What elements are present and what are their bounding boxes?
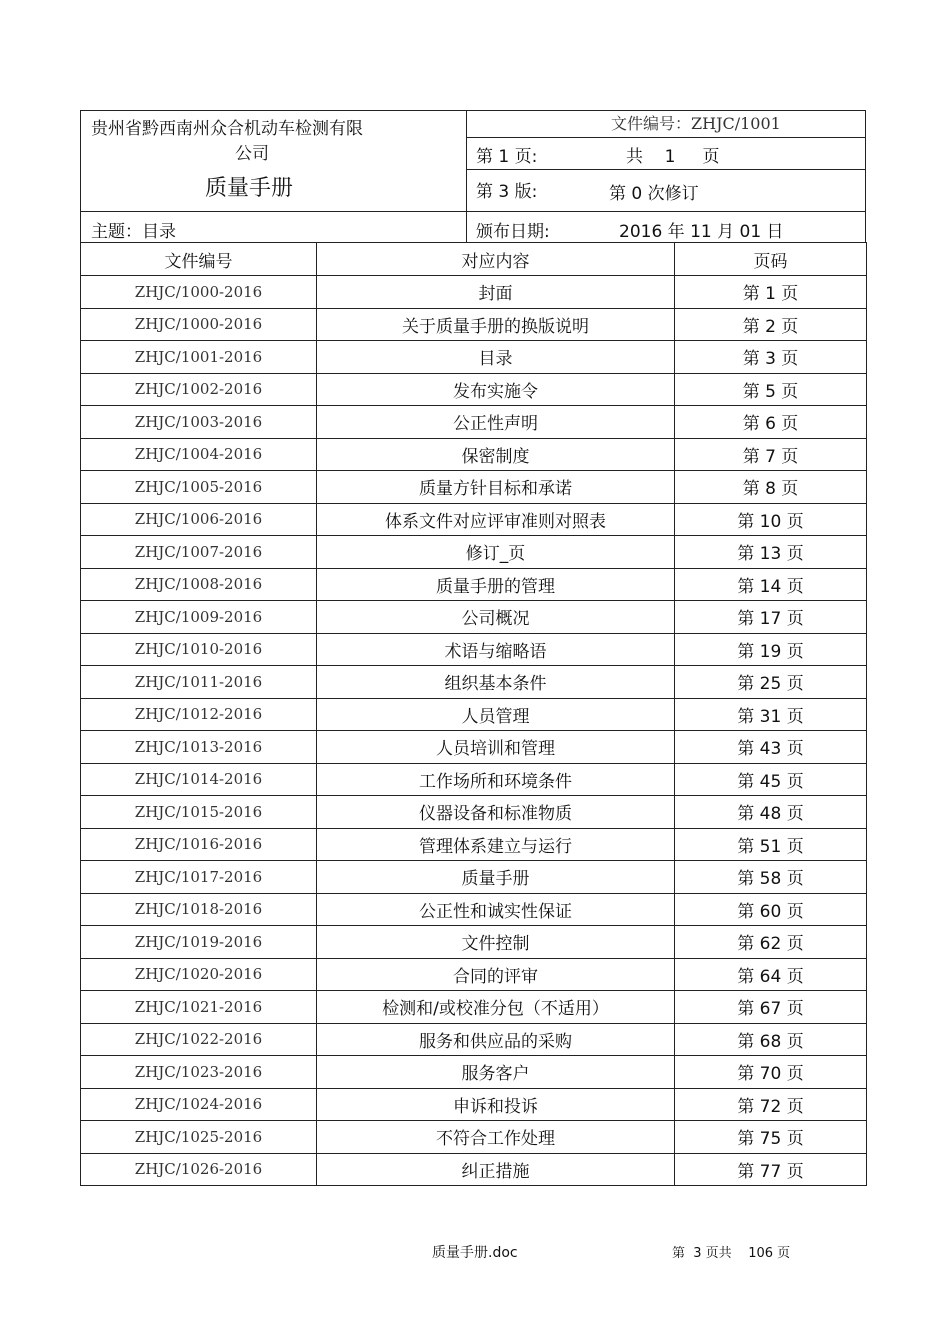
table-row — [81, 373, 867, 406]
file-number: 文件编号：ZHJC/1001 — [611, 114, 781, 133]
content-cell: 人员培训和管理 — [317, 731, 675, 764]
page-total: 共 1 页 — [626, 147, 720, 167]
revision-label: 第 0 次修订 — [609, 184, 699, 204]
table-row — [81, 763, 867, 796]
content-cell: 纠正措施 — [317, 1153, 675, 1186]
table-row — [81, 1153, 867, 1186]
content-cell: 合同的评审 — [317, 958, 675, 991]
file-number-cell: ZHJC/1015-2016 — [81, 796, 317, 829]
page-cell: 第 13 页 — [675, 536, 867, 569]
file-number-cell: ZHJC/1019-2016 — [81, 926, 317, 959]
file-number-cell: ZHJC/1012-2016 — [81, 698, 317, 731]
file-number-cell: ZHJC/1023-2016 — [81, 1056, 317, 1089]
table-row — [81, 698, 867, 731]
content-cell: 公司概况 — [317, 601, 675, 634]
file-number-cell: ZHJC/1017-2016 — [81, 861, 317, 894]
page-cell: 第 68 页 — [675, 1023, 867, 1056]
column-header-file-number: 文件编号 — [81, 243, 317, 276]
file-number-cell: ZHJC/1013-2016 — [81, 731, 317, 764]
file-number-cell: ZHJC/1020-2016 — [81, 958, 317, 991]
file-number-cell: ZHJC/1003-2016 — [81, 406, 317, 439]
page-cell: 第 6 页 — [675, 406, 867, 439]
toc-table — [80, 242, 867, 1186]
page-label: 第 1 页: — [476, 147, 538, 167]
content-cell: 人员管理 — [317, 698, 675, 731]
file-number-cell: ZHJC/1008-2016 — [81, 568, 317, 601]
file-number-cell: ZHJC/1018-2016 — [81, 893, 317, 926]
issue-date-label: 颁布日期: — [476, 222, 550, 242]
content-cell: 组织基本条件 — [317, 666, 675, 699]
table-row — [81, 406, 867, 439]
file-number-cell: ZHJC/1026-2016 — [81, 1153, 317, 1186]
content-cell: 申诉和投诉 — [317, 1088, 675, 1121]
table-row — [81, 503, 867, 536]
file-number-cell: ZHJC/1010-2016 — [81, 633, 317, 666]
file-number-cell: ZHJC/1014-2016 — [81, 763, 317, 796]
content-cell: 服务和供应品的采购 — [317, 1023, 675, 1056]
file-number-cell: ZHJC/1001-2016 — [81, 341, 317, 374]
page-cell: 第 25 页 — [675, 666, 867, 699]
file-number-cell: ZHJC/1004-2016 — [81, 438, 317, 471]
table-row — [81, 958, 867, 991]
header-divider — [81, 211, 866, 212]
content-cell: 公正性和诚实性保证 — [317, 893, 675, 926]
table-row — [81, 731, 867, 764]
issue-date-value: 2016 年 11 月 01 日 — [619, 222, 784, 242]
footer-page-info: 第 3 页共 106 页 — [672, 1246, 791, 1261]
content-cell: 目录 — [317, 341, 675, 374]
file-number-cell: ZHJC/1009-2016 — [81, 601, 317, 634]
company-name-cont: 公司 — [235, 144, 269, 164]
column-header-content: 对应内容 — [317, 243, 675, 276]
table-row — [81, 471, 867, 504]
page-cell: 第 31 页 — [675, 698, 867, 731]
content-cell: 封面 — [317, 276, 675, 309]
content-cell: 管理体系建立与运行 — [317, 828, 675, 861]
content-cell: 文件控制 — [317, 926, 675, 959]
file-number-cell: ZHJC/1022-2016 — [81, 1023, 317, 1056]
table-row — [81, 926, 867, 959]
content-cell: 质量手册的管理 — [317, 568, 675, 601]
company-name: 贵州省黔西南州众合机动车检测有限 — [91, 119, 363, 139]
file-number-cell: ZHJC/1000-2016 — [81, 276, 317, 309]
file-number-cell: ZHJC/1000-2016 — [81, 308, 317, 341]
content-cell: 质量方针目标和承诺 — [317, 471, 675, 504]
content-cell: 术语与缩略语 — [317, 633, 675, 666]
table-row — [81, 796, 867, 829]
header-divider — [466, 169, 866, 170]
content-cell: 关于质量手册的换版说明 — [317, 308, 675, 341]
page-cell: 第 10 页 — [675, 503, 867, 536]
table-row — [81, 276, 867, 309]
content-cell: 工作场所和环境条件 — [317, 763, 675, 796]
page-cell: 第 60 页 — [675, 893, 867, 926]
table-row — [81, 991, 867, 1024]
page-cell: 第 43 页 — [675, 731, 867, 764]
column-header-page: 页码 — [675, 243, 867, 276]
page-cell: 第 70 页 — [675, 1056, 867, 1089]
content-cell: 修订_页 — [317, 536, 675, 569]
content-cell: 检测和/或校准分包（不适用） — [317, 991, 675, 1024]
table-row — [81, 568, 867, 601]
table-row — [81, 1056, 867, 1089]
content-cell: 服务客户 — [317, 1056, 675, 1089]
file-number-cell: ZHJC/1011-2016 — [81, 666, 317, 699]
page-cell: 第 3 页 — [675, 341, 867, 374]
page-cell: 第 58 页 — [675, 861, 867, 894]
content-cell: 仪器设备和标准物质 — [317, 796, 675, 829]
file-number-cell: ZHJC/1021-2016 — [81, 991, 317, 1024]
file-number-cell: ZHJC/1024-2016 — [81, 1088, 317, 1121]
table-row — [81, 341, 867, 374]
header-divider — [466, 111, 467, 243]
table-row — [81, 633, 867, 666]
table-row — [81, 308, 867, 341]
page-cell: 第 62 页 — [675, 926, 867, 959]
page-cell: 第 5 页 — [675, 373, 867, 406]
file-number-cell: ZHJC/1005-2016 — [81, 471, 317, 504]
file-number-cell: ZHJC/1025-2016 — [81, 1121, 317, 1154]
page-cell: 第 77 页 — [675, 1153, 867, 1186]
table-row — [81, 1023, 867, 1056]
table-row — [81, 536, 867, 569]
toc-header-row — [81, 243, 867, 276]
page-cell: 第 67 页 — [675, 991, 867, 1024]
footer-filename: 质量手册.doc — [432, 1245, 518, 1261]
content-cell: 不符合工作处理 — [317, 1121, 675, 1154]
page-cell: 第 2 页 — [675, 308, 867, 341]
table-row — [81, 1088, 867, 1121]
subject-label: 主题：目录 — [91, 222, 176, 242]
page-cell: 第 8 页 — [675, 471, 867, 504]
file-number-cell: ZHJC/1007-2016 — [81, 536, 317, 569]
table-row — [81, 601, 867, 634]
table-row — [81, 828, 867, 861]
content-cell: 保密制度 — [317, 438, 675, 471]
page-cell: 第 19 页 — [675, 633, 867, 666]
page-cell: 第 72 页 — [675, 1088, 867, 1121]
table-row — [81, 438, 867, 471]
page-cell: 第 1 页 — [675, 276, 867, 309]
table-row — [81, 893, 867, 926]
page-cell: 第 51 页 — [675, 828, 867, 861]
file-number-cell: ZHJC/1006-2016 — [81, 503, 317, 536]
table-row — [81, 861, 867, 894]
file-number-cell: ZHJC/1002-2016 — [81, 373, 317, 406]
version-label: 第 3 版: — [476, 182, 538, 202]
toc-body — [81, 276, 867, 1186]
page-cell: 第 14 页 — [675, 568, 867, 601]
page-cell: 第 17 页 — [675, 601, 867, 634]
table-row — [81, 666, 867, 699]
page-cell: 第 64 页 — [675, 958, 867, 991]
manual-title: 质量手册 — [205, 176, 294, 201]
table-row — [81, 1121, 867, 1154]
content-cell: 发布实施令 — [317, 373, 675, 406]
page-cell: 第 48 页 — [675, 796, 867, 829]
file-number-cell: ZHJC/1016-2016 — [81, 828, 317, 861]
document-header — [80, 110, 866, 243]
page-cell: 第 75 页 — [675, 1121, 867, 1154]
content-cell: 体系文件对应评审准则对照表 — [317, 503, 675, 536]
header-divider — [466, 137, 866, 138]
content-cell: 公正性声明 — [317, 406, 675, 439]
page-cell: 第 7 页 — [675, 438, 867, 471]
content-cell: 质量手册 — [317, 861, 675, 894]
page-cell: 第 45 页 — [675, 763, 867, 796]
